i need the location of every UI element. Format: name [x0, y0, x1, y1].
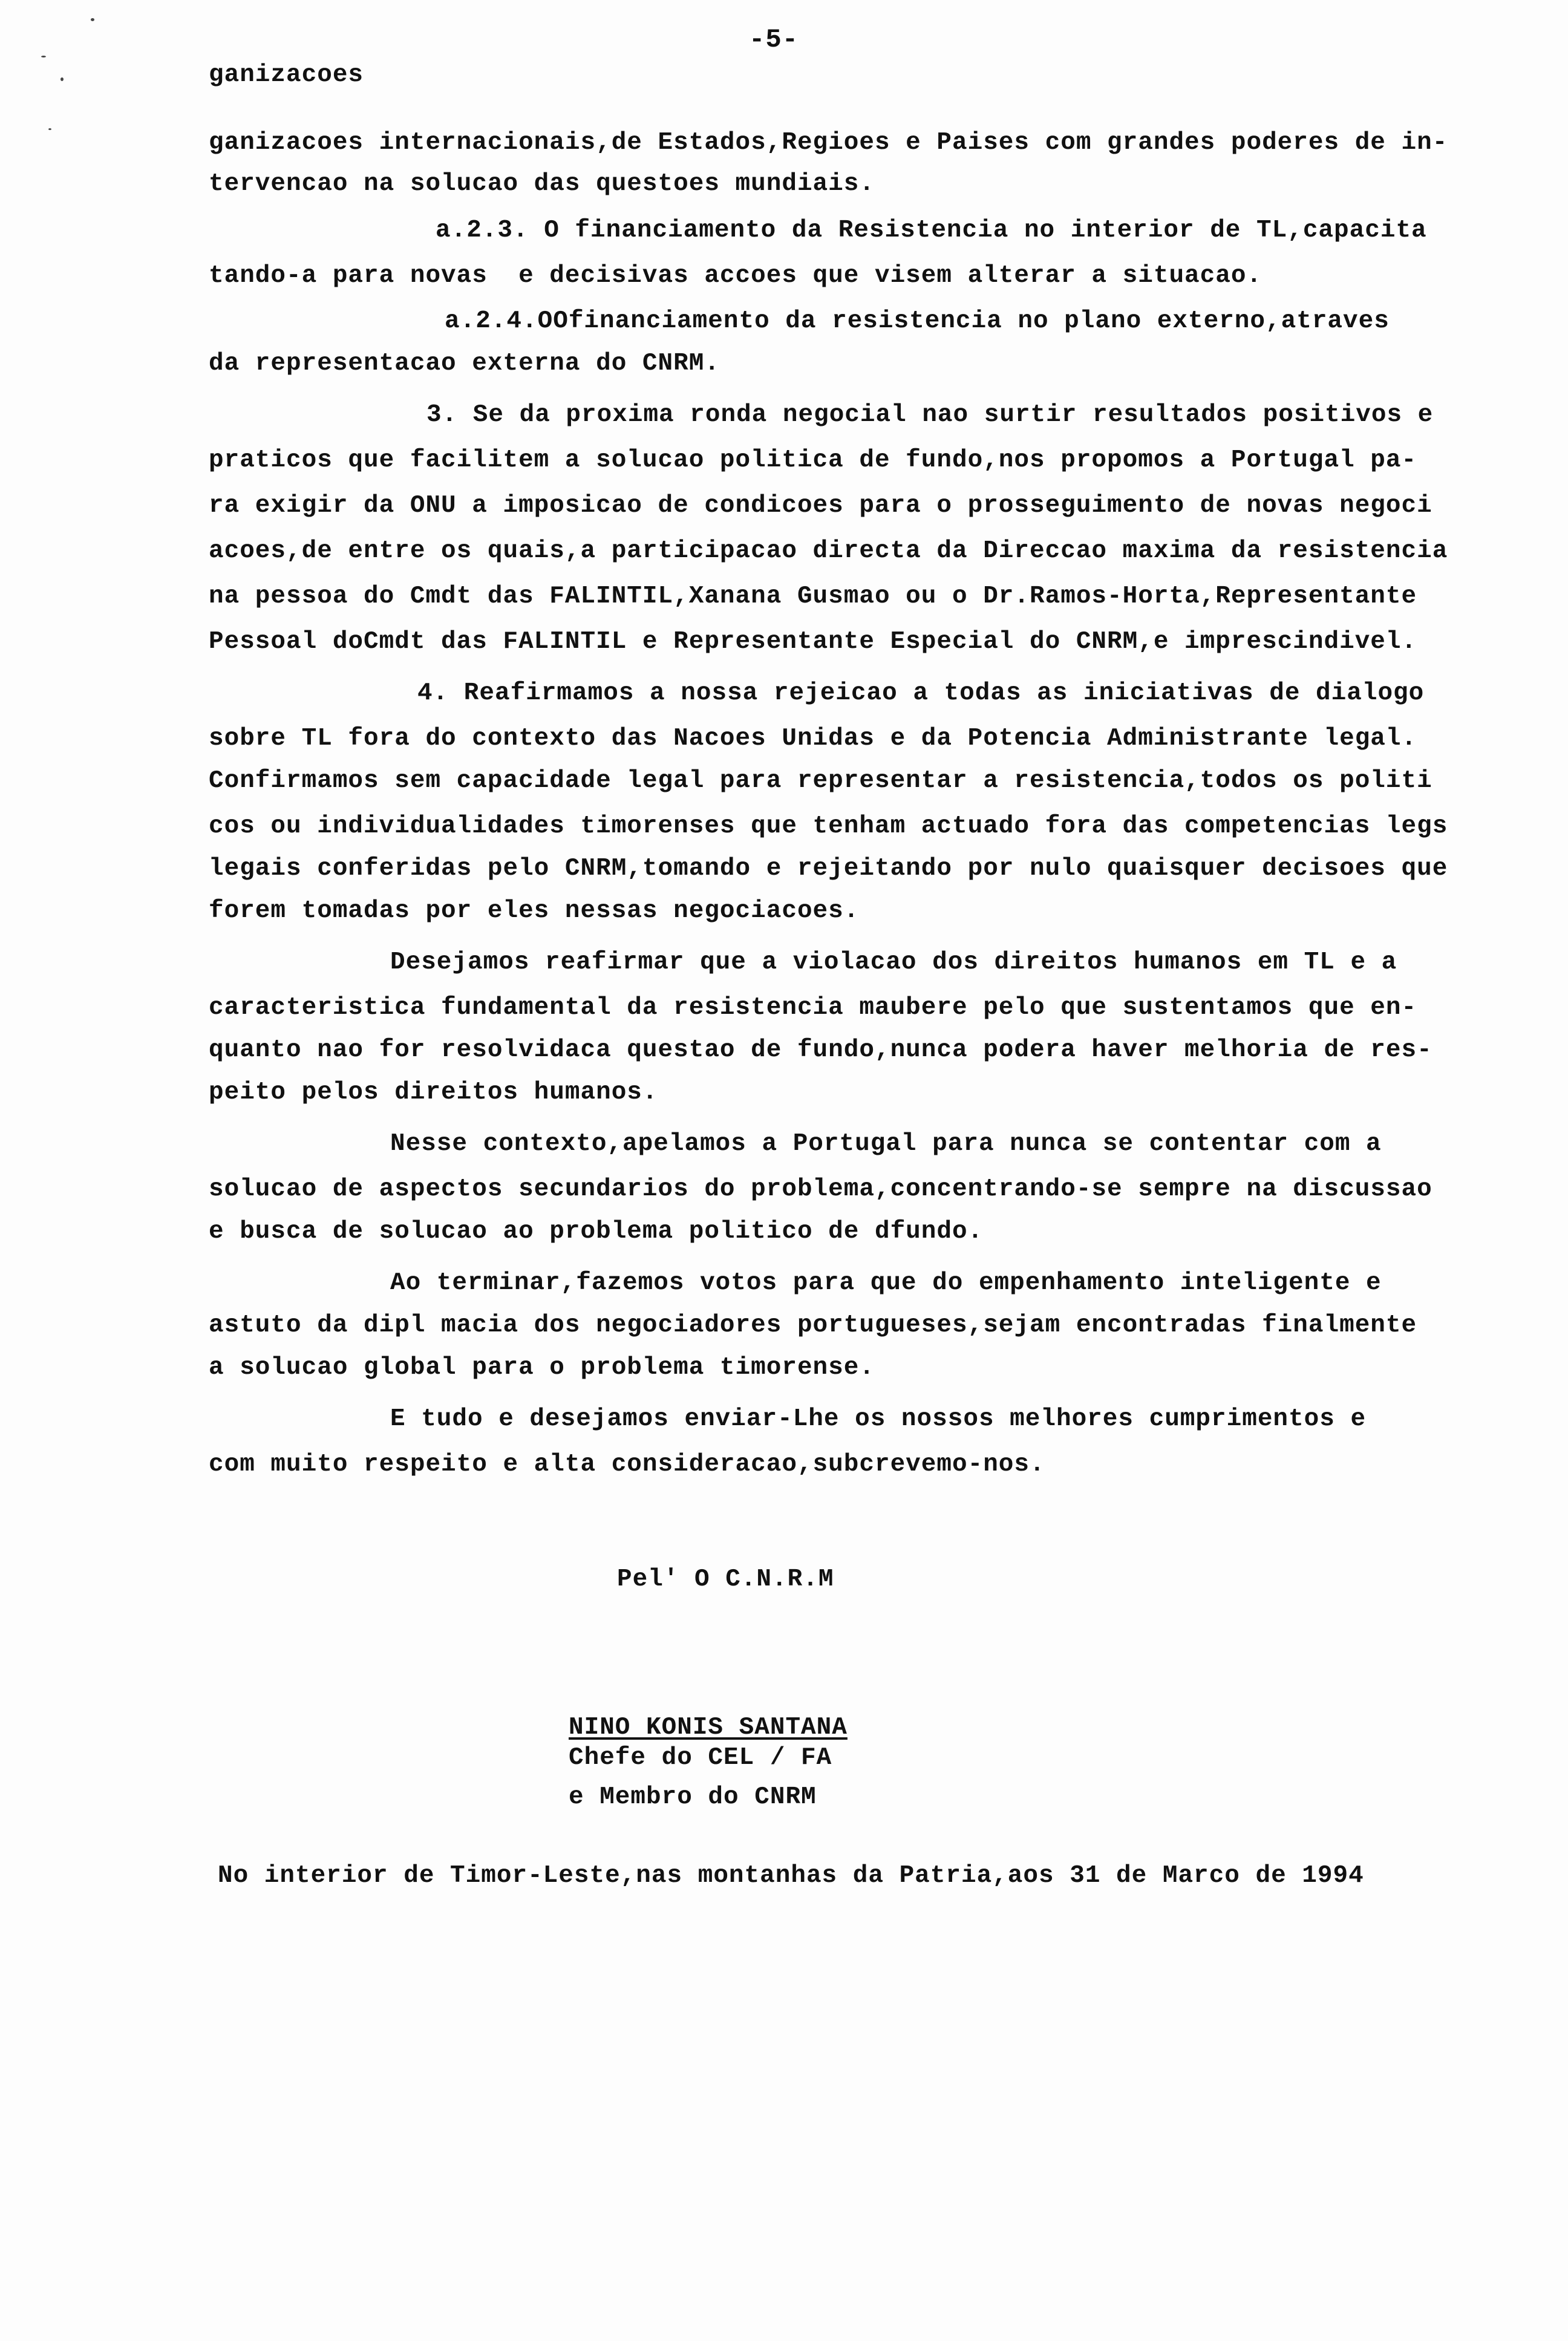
body-line: cos ou individualidades timorenses que tenham actuado fora das competencias legs — [209, 812, 1448, 840]
body-line: Ao terminar,fazemos votos para que do empenhamento inteligente e — [390, 1269, 1382, 1297]
body-line: e busca de solucao ao problema politico de dfundo. — [209, 1218, 984, 1246]
body-line: a.2.4.OOfinanciamento da resistencia no plano externo,atraves — [445, 307, 1390, 335]
body-line: a.2.3. O financiamento da Resistencia no interior de TL,capacita — [436, 217, 1427, 244]
signature-title-line1: Chefe do CEL / FA — [569, 1744, 832, 1772]
body-line: 4. Reafirmamos a nossa rejeicao a todas as iniciativas de dialogo — [417, 679, 1425, 707]
body-line: ganizacoes internacionais,de Estados,Regioes e Paises com grandes poderes de in- — [209, 129, 1448, 157]
signature-title-line2: e Membro do CNRM — [569, 1783, 817, 1811]
scan-speck — [48, 128, 51, 130]
header-fragment: ganizacoes — [209, 61, 364, 89]
body-line: da representacao externa do CNRM. — [209, 350, 720, 377]
body-line: com muito respeito e alta consideracao,subcrevemo-nos. — [209, 1451, 1045, 1478]
body-line: Confirmamos sem capacidade legal para representar a resistencia,todos os politi — [209, 767, 1432, 795]
body-line: sobre TL fora do contexto das Nacoes Unidas e da Potencia Administrante legal. — [209, 725, 1417, 753]
body-line: quanto nao for resolvidaca questao de fundo,nunca podera haver melhoria de res- — [209, 1036, 1432, 1064]
body-line: na pessoa do Cmdt das FALINTIL,Xanana Gusmao ou o Dr.Ramos-Horta,Representante — [209, 583, 1417, 610]
closing-place-date: No interior de Timor-Leste,nas montanhas da Patria,aos 31 de Marco de 1994 — [218, 1862, 1364, 1890]
page-number: -5- — [749, 25, 799, 55]
body-line: praticos que facilitem a solucao politica de fundo,nos propomos a Portugal pa- — [209, 446, 1417, 474]
body-line: tervencao na solucao das questoes mundiais. — [209, 170, 875, 198]
body-line: forem tomadas por eles nessas negociacoes. — [209, 897, 860, 925]
body-line: 3. Se da proxima ronda negocial nao surtir resultados positivos e — [426, 401, 1434, 429]
signature-on-behalf: Pel' O C.N.R.M — [617, 1566, 834, 1593]
body-line: solucao de aspectos secundarios do problema,concentrando-se sempre na discussao — [209, 1175, 1432, 1203]
body-line: astuto da dipl macia dos negociadores portugueses,sejam encontradas finalmente — [209, 1311, 1417, 1339]
body-line: E tudo e desejamos enviar-Lhe os nossos melhores cumprimentos e — [390, 1405, 1367, 1433]
scan-speck — [60, 77, 64, 81]
scan-speck — [41, 56, 46, 57]
body-line: Nesse contexto,apelamos a Portugal para nunca se contentar com a — [390, 1130, 1382, 1158]
body-line: Desejamos reafirmar que a violacao dos direitos humanos em TL e a — [390, 948, 1397, 976]
body-line: ra exigir da ONU a imposicao de condicoes para o prosseguimento de novas negoci — [209, 492, 1432, 520]
scan-speck — [91, 18, 94, 21]
body-line: acoes,de entre os quais,a participacao directa da Direccao maxima da resistencia — [209, 537, 1448, 565]
body-line: tando-a para novas e decisivas accoes que visem alterar a situacao. — [209, 262, 1263, 290]
body-line: a solucao global para o problema timorense. — [209, 1354, 875, 1382]
body-line: caracteristica fundamental da resistencia maubere pelo que sustentamos que en- — [209, 994, 1417, 1022]
body-line: peito pelos direitos humanos. — [209, 1079, 658, 1106]
signature-name: NINO KONIS SANTANA — [569, 1714, 848, 1742]
body-line: legais conferidas pelo CNRM,tomando e rejeitando por nulo quaisquer decisoes que — [209, 855, 1448, 883]
body-line: Pessoal doCmdt das FALINTIL e Representante Especial do CNRM,e imprescindivel. — [209, 628, 1417, 656]
